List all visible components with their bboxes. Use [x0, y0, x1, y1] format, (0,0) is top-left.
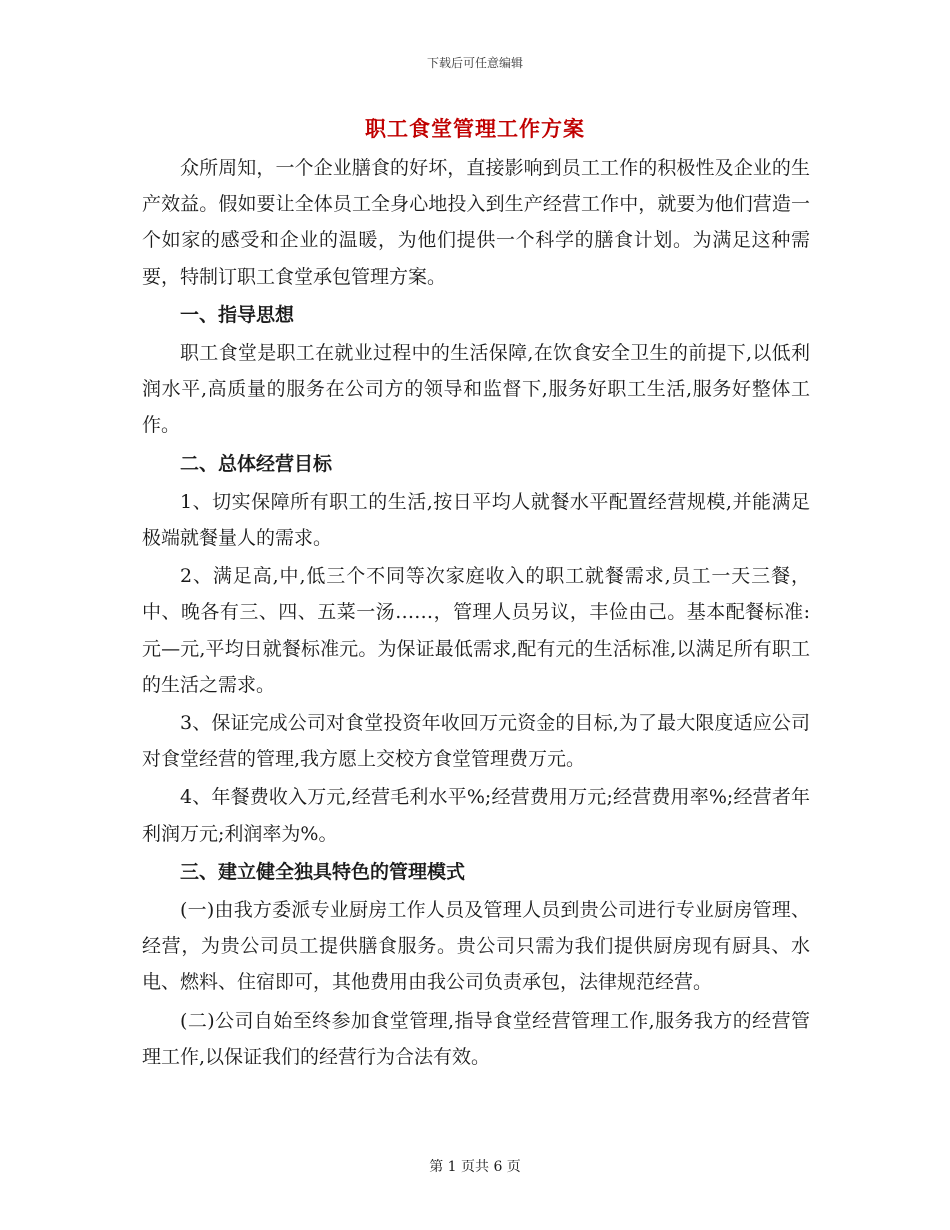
header-note: 下载后可任意编辑 — [426, 56, 523, 70]
page-footer: 第 1 页共 6 页 — [429, 1159, 521, 1175]
document-title: 职工食堂管理工作方案 — [365, 116, 585, 141]
paragraph: 3、保证完成公司对食堂投资年收回万元资金的目标,为了最大限度适应公司对食堂经营的管理,我方愿上交校方食堂管理费万元。 — [142, 712, 810, 771]
paragraph: 1、切实保障所有职工的生活,按日平均人就餐水平配置经营规模,并能满足极端就餐量人的需求。 — [142, 490, 810, 550]
paragraph: (一)由我方委派专业厨房工作人员及管理人员到贵公司进行专业厨房管理、经营，为贵公司员工提供膳食服务。贵公司只需为我们提供厨房现有厨具、水电、燃料、住宿即可，其他费用由我公司负责承包，法律规范经营。 — [142, 899, 810, 994]
document-body — [142, 150, 810, 1075]
paragraph: 2、满足高,中,低三个不同等次家庭收入的职工就餐需求,员工一天三餐，中、晚各有三、四、五菜一汤……，管理人员另议，丰俭由己。基本配餐标准:元—元,平均日就餐标准元。为保证最低需求,配有元的生活标准,以满足所有职工的生活之需求。 — [142, 565, 810, 696]
section-heading: 一、指导思想 — [180, 303, 295, 326]
paragraph: 职工食堂是职工在就业过程中的生活保障,在饮食安全卫生的前提下,以低利润水平,高质量的服务在公司方的领导和监督下,服务好职工生活,服务好整体工作。 — [142, 342, 810, 437]
paragraph: 众所周知，一个企业膳食的好坏，直接影响到员工工作的积极性及企业的生产效益。假如要让全体员工全身心地投入到生产经营工作中，就要为他们营造一个如家的感受和企业的温暖，为他们提供一个科学的膳食计划。为满足这种需要，特制订职工食堂承包管理方案。 — [142, 157, 810, 288]
paragraph: 4、年餐费收入万元,经营毛利水平%;经营费用万元;经营费用率%;经营者年利润万元;利润率为%。 — [142, 786, 810, 845]
section-heading: 三、建立健全独具特色的管理模式 — [180, 860, 466, 883]
paragraph: (二)公司自始至终参加食堂管理,指导食堂经营管理工作,服务我方的经营管理工作,以保证我们的经营行为合法有效。 — [142, 1009, 810, 1068]
section-heading: 二、总体经营目标 — [180, 452, 333, 475]
